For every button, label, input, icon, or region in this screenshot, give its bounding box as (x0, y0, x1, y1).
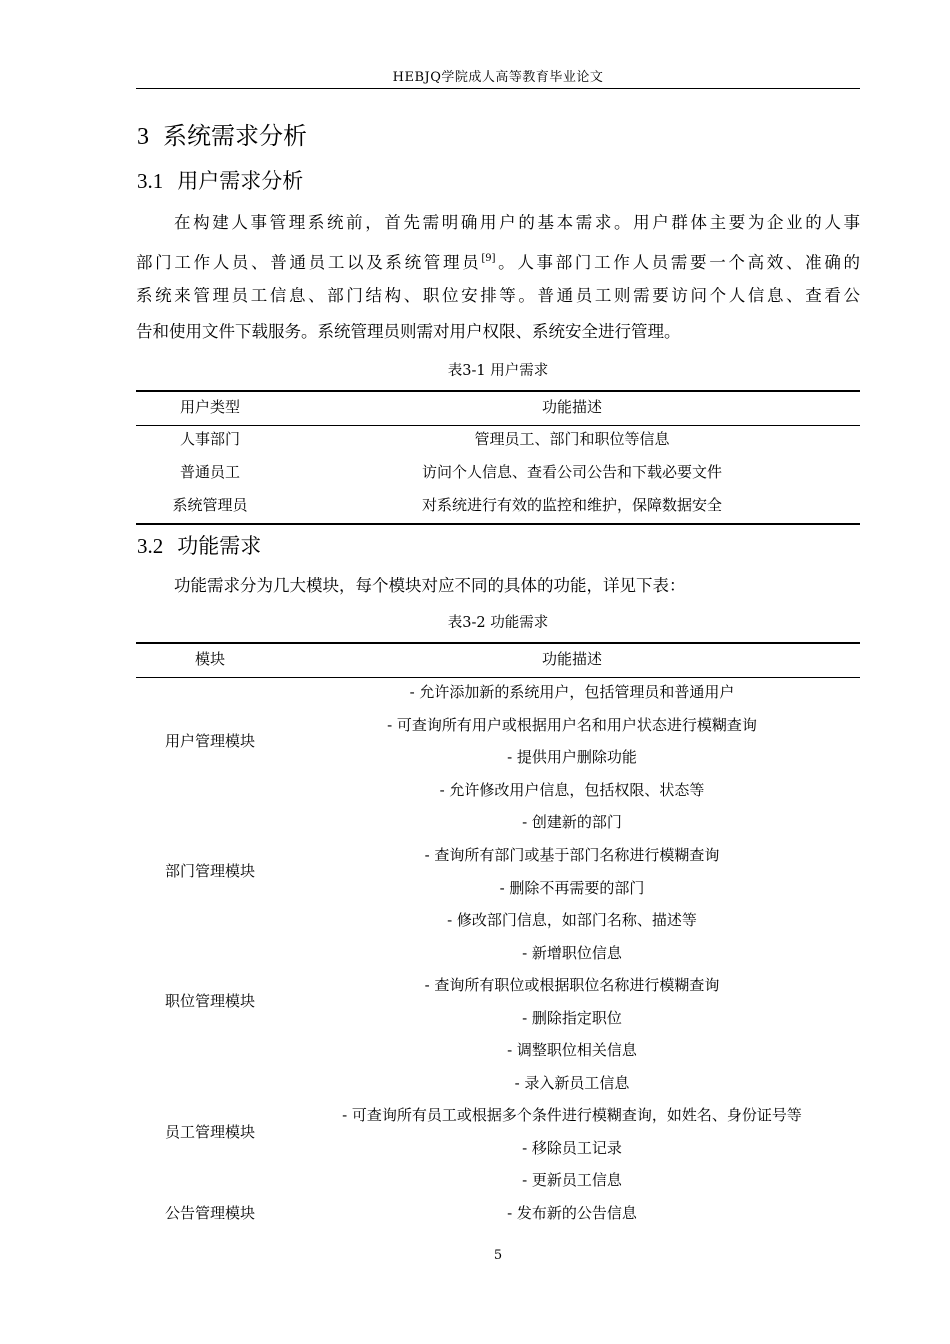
function-item: - 录入新员工信息 (514, 1074, 630, 1092)
function-item: - 提供用户删除功能 (507, 748, 637, 766)
section-3-2-heading (137, 530, 261, 560)
function-item: - 允许修改用户信息，包括权限、状态等 (439, 781, 705, 799)
page-number: 5 (493, 1248, 503, 1263)
module-name: 职位管理模块 (164, 992, 255, 1010)
table-user-requirements (136, 390, 860, 530)
paragraph-text: 。人事部门工作人员需要一个高效、准确的 (495, 253, 861, 273)
table-1-caption: 表3-1 用户需求 (447, 363, 549, 379)
function-item: - 发布新的公告信息 (507, 1204, 637, 1222)
table-header-cell: 功能描述 (541, 398, 602, 416)
table-cell: 访问个人信息、查看公司公告和下载必要文件 (421, 463, 722, 481)
table-functional-requirements (136, 642, 860, 1232)
table-cell: 系统管理员 (172, 496, 248, 514)
table-top-rule (136, 642, 860, 644)
table-cell: 对系统进行有效的监控和维护，保障数据安全 (421, 496, 722, 514)
table-header-cell: 功能描述 (541, 650, 602, 668)
paragraph-line: 系统来管理员工信息、部门结构、职位安排等。普通员工则需要访问个人信息、查看公 (136, 285, 860, 305)
function-item: - 删除不再需要的部门 (499, 879, 645, 897)
module-name: 用户管理模块 (164, 732, 255, 750)
chapter-heading (137, 116, 307, 151)
module-name: 员工管理模块 (164, 1123, 255, 1141)
table-cell: 人事部门 (179, 430, 240, 448)
table-header-cell: 用户类型 (179, 398, 240, 416)
table-cell: 管理员工、部门和职位等信息 (474, 430, 670, 448)
section-3-2-paragraph (136, 568, 860, 604)
function-item: - 移除员工记录 (522, 1139, 622, 1157)
citation-ref: [9] (481, 253, 496, 265)
function-item: - 创建新的部门 (522, 813, 622, 831)
table-header-cell: 模块 (194, 650, 225, 668)
section-title: 用户需求分析 (177, 169, 304, 193)
section-3-1-paragraph (136, 205, 860, 350)
function-item: - 更新员工信息 (522, 1171, 622, 1189)
function-item: - 删除指定职位 (522, 1009, 622, 1027)
function-item: - 可查询所有用户或根据用户名和用户状态进行模糊查询 (387, 716, 757, 734)
table-cell: 普通员工 (179, 463, 240, 481)
section-3-1-heading (137, 165, 303, 195)
function-item: - 查询所有部门或基于部门名称进行模糊查询 (424, 846, 720, 864)
function-item: - 调整职位相关信息 (507, 1041, 637, 1059)
module-name: 公告管理模块 (164, 1204, 255, 1222)
table-header-rule (136, 677, 860, 678)
section-number: 3.2 (137, 534, 164, 558)
table-bottom-rule (136, 523, 860, 525)
section-number: 3.1 (137, 169, 164, 193)
paragraph-line (136, 241, 860, 277)
header-rule (136, 88, 860, 89)
function-item: - 查询所有职位或根据职位名称进行模糊查询 (424, 976, 720, 994)
chapter-title: 系统需求分析 (163, 122, 307, 150)
chapter-number: 3 (137, 124, 149, 150)
function-item: - 可查询所有员工或根据多个条件进行模糊查询，如姓名、身份证号等 (342, 1106, 802, 1124)
table-header-rule (136, 425, 860, 426)
function-item: - 修改部门信息，如部门名称、描述等 (447, 911, 697, 929)
function-item: - 允许添加新的系统用户，包括管理员和普通用户 (409, 683, 735, 701)
module-name: 部门管理模块 (164, 862, 255, 880)
paragraph-text: 部门工作人员、普通员工以及系统管理员 (136, 253, 482, 273)
table-top-rule (136, 390, 860, 392)
paragraph-line: 功能需求分为几大模块，每个模块对应不同的具体的功能，详见下表： (174, 576, 686, 595)
function-item: - 新增职位信息 (522, 944, 622, 962)
section-title: 功能需求 (177, 534, 262, 558)
paragraph-line: 在构建人事管理系统前，首先需明确用户的基本需求。用户群体主要为企业的人事 (174, 213, 860, 232)
running-header: HEBJQ学院成人高等教育毕业论文 (392, 70, 604, 85)
table-2-caption: 表3-2 功能需求 (447, 615, 549, 631)
paragraph-line: 告和使用文件下载服务。系统管理员则需对用户权限、系统安全进行管理。 (136, 321, 681, 341)
